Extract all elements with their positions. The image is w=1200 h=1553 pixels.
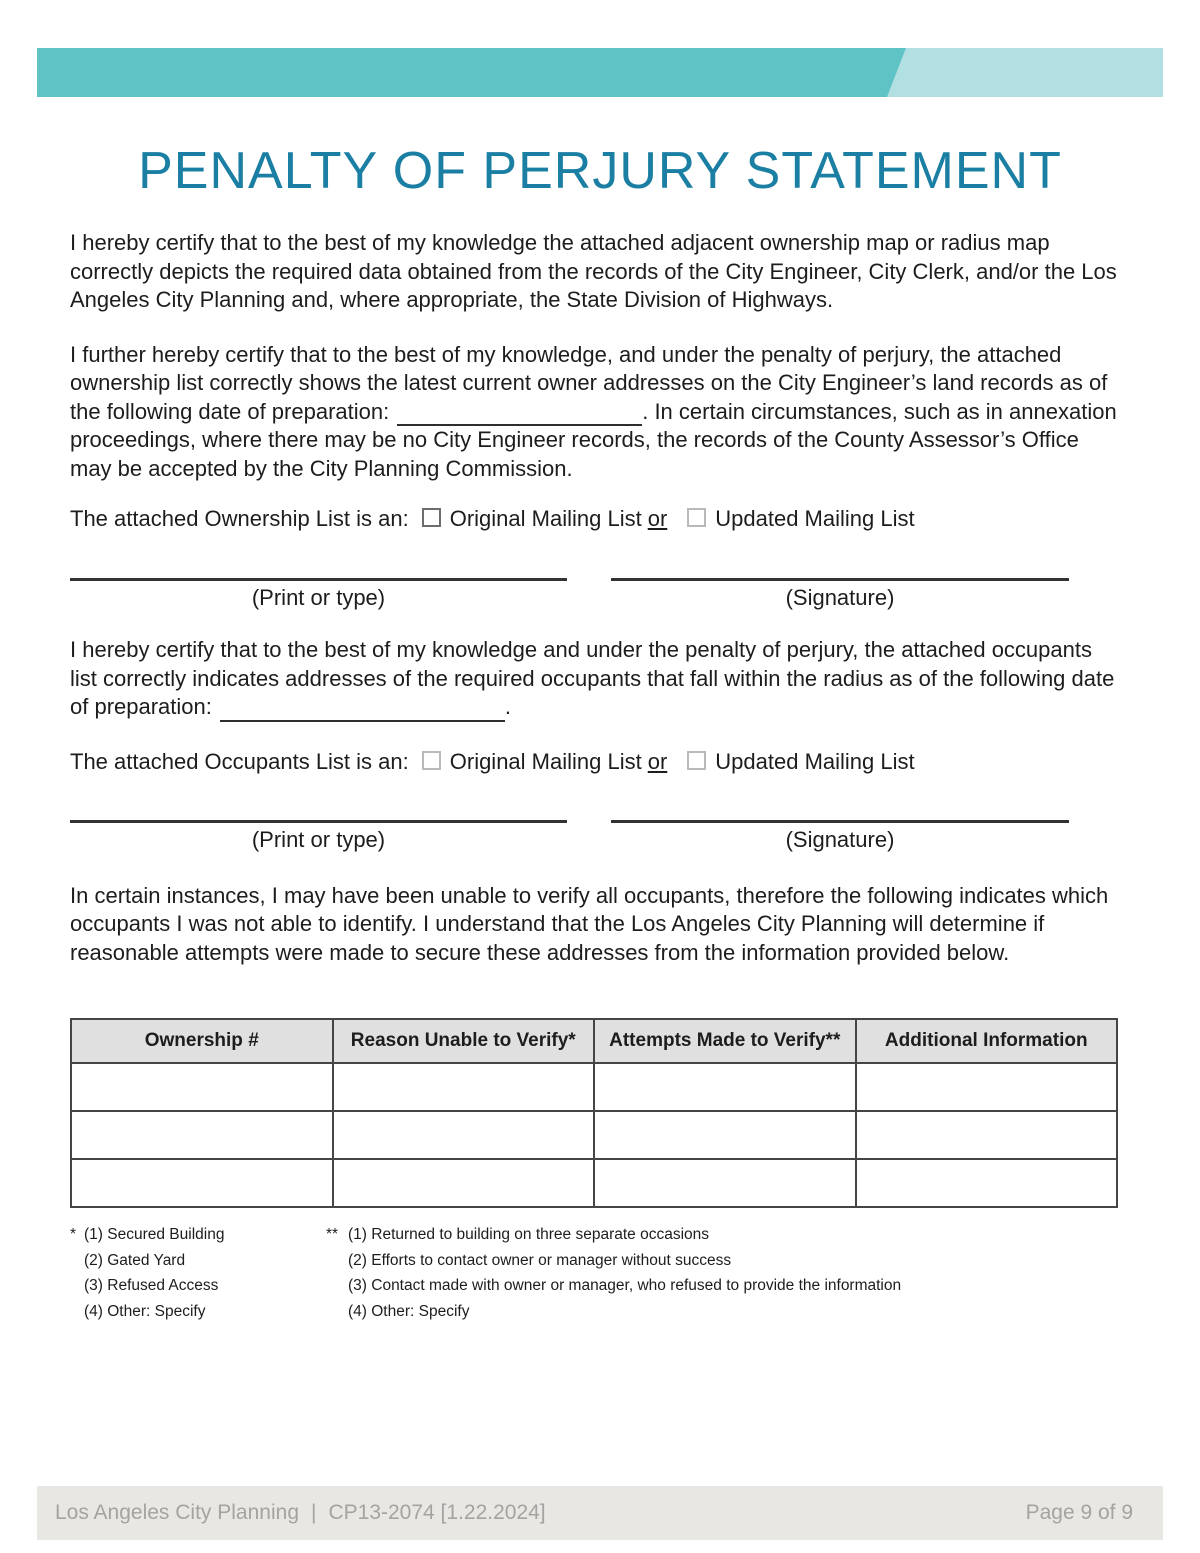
double-asterisk-marker: ** xyxy=(326,1226,339,1243)
footnote-text: (3) Contact made with owner or manager, who refused to provide the information xyxy=(348,1277,902,1294)
print-or-type-label: (Print or type) xyxy=(251,584,386,610)
table-cell[interactable] xyxy=(856,1159,1118,1207)
ownership-signature-line[interactable] xyxy=(611,578,1069,581)
ownership-original-label: Original Mailing List xyxy=(449,506,642,531)
certify-occupants-paragraph xyxy=(70,636,1118,722)
th-attempts-made-to-verify: Attempts Made to Verify** xyxy=(594,1019,856,1063)
table-cell[interactable] xyxy=(71,1063,333,1111)
table-row xyxy=(71,1111,1117,1159)
signature-label: (Signature) xyxy=(785,584,895,610)
signature-label: (Signature) xyxy=(785,827,895,852)
th-ownership-number: Ownership # xyxy=(71,1019,333,1063)
footnote-text: (1) Returned to building on three separate occasions xyxy=(348,1226,710,1243)
ownership-print-name-line[interactable] xyxy=(70,578,567,581)
table-cell[interactable] xyxy=(333,1063,595,1111)
footnote-item xyxy=(70,1248,326,1274)
table-cell[interactable] xyxy=(856,1063,1118,1111)
footnote-text: (4) Other: Specify xyxy=(348,1302,470,1320)
footer-document-id xyxy=(55,1499,546,1528)
print-or-type-label: (Print or type) xyxy=(251,827,386,852)
footnote-item xyxy=(70,1299,326,1325)
footnotes-reason-column xyxy=(70,1222,326,1324)
footnote-text: (2) Efforts to contact owner or manager without success xyxy=(348,1251,732,1269)
table-cell[interactable] xyxy=(333,1111,595,1159)
occupants-signature-line[interactable] xyxy=(611,820,1069,823)
footnote-item xyxy=(70,1222,326,1248)
ownership-or-text: or xyxy=(647,506,668,531)
page-number: Page 9 of 9 xyxy=(1025,1500,1133,1524)
footnote-item xyxy=(326,1248,1118,1274)
table-row xyxy=(71,1159,1117,1207)
table-cell[interactable] xyxy=(594,1111,856,1159)
certify-occupants-text-before: I hereby certify that to the best of my knowledge and under the penalty of perjury, the attached occupants list correctly indicates addresses of the required occupants that fall within the radius as of the following date of preparation: xyxy=(70,637,1115,719)
occupants-list-type-label: The attached Occupants List is an: xyxy=(70,748,409,774)
footnote-text: (1) Secured Building xyxy=(84,1226,225,1243)
footnotes-attempts-column xyxy=(326,1222,1118,1324)
verification-table xyxy=(70,1018,1118,1208)
asterisk-marker: * xyxy=(70,1226,77,1243)
certify-map-paragraph: I hereby certify that to the best of my knowledge the attached adjacent ownership map or radius map correctly depicts the required data obtained from the records of the City Engineer, City Clerk, and/or the Los Angeles City Planning and, where appropriate, the State Division of Highways. xyxy=(70,230,1117,312)
certify-ownership-text-before: I further hereby certify that to the best of my knowledge, and under the penalty of perjury, the attached ownership list correctly shows the latest current owner addresses on the City Engineer’s land records as of the following date of preparation: xyxy=(70,341,1108,424)
table-cell[interactable] xyxy=(594,1159,856,1207)
certify-ownership-paragraph xyxy=(70,341,1118,484)
footnote-item xyxy=(326,1299,1118,1325)
certify-occupants-text-after: . xyxy=(504,694,511,719)
page-footer xyxy=(37,1486,1163,1540)
occupants-or-text: or xyxy=(647,748,668,774)
occupants-list-type-line xyxy=(70,748,1118,777)
footer-agency: Los Angeles City Planning xyxy=(55,1500,299,1524)
footnote-text: (2) Gated Yard xyxy=(84,1251,186,1269)
footnote-item xyxy=(326,1222,1118,1248)
table-cell[interactable] xyxy=(333,1159,595,1207)
table-header-row xyxy=(71,1019,1117,1063)
footer-form-number: CP13-2074 [1.22.2024] xyxy=(328,1500,546,1524)
occupants-signature-row xyxy=(70,820,1118,855)
ownership-updated-checkbox[interactable] xyxy=(687,508,706,527)
ownership-list-type-line xyxy=(70,505,1118,534)
ownership-original-checkbox[interactable] xyxy=(422,508,441,527)
occupants-updated-checkbox[interactable] xyxy=(687,751,706,770)
table-cell[interactable] xyxy=(71,1159,333,1207)
table-cell[interactable] xyxy=(856,1111,1118,1159)
occupants-print-name-line[interactable] xyxy=(70,820,567,823)
footnotes xyxy=(70,1222,1118,1324)
table-row xyxy=(71,1063,1117,1111)
ownership-signature-row xyxy=(70,578,1118,613)
certify-ownership-text-after: . In certain circumstances, such as in annexation proceedings, where there may be no City Engineer records, the records of the County Assessor’s Office may be accepted by the City Planning Commission. xyxy=(70,398,1117,481)
ownership-list-type-label: The attached Ownership List is an: xyxy=(70,506,409,531)
occupants-original-checkbox[interactable] xyxy=(422,751,441,770)
footnote-item xyxy=(70,1273,326,1299)
footnote-item xyxy=(326,1273,1118,1299)
occupants-date-of-preparation-blank[interactable] xyxy=(220,700,505,722)
occupants-original-label: Original Mailing List xyxy=(449,748,642,774)
banner-accent-shape xyxy=(887,48,1163,97)
th-reason-unable-to-verify: Reason Unable to Verify* xyxy=(333,1019,595,1063)
unverified-occupants-paragraph: In certain instances, I may have been unable to verify all occupants, therefore the following indicates which occupants I was not able to identify. I understand that the Los Angeles City Planning will determine if reasonable attempts were made to secure these addresses from the information provided below. xyxy=(70,882,1109,965)
ownership-date-of-preparation-blank[interactable] xyxy=(397,404,642,426)
footnote-text: (3) Refused Access xyxy=(84,1277,219,1294)
footnote-text: (4) Other: Specify xyxy=(84,1302,206,1320)
header-banner xyxy=(37,48,1163,97)
table-cell[interactable] xyxy=(594,1063,856,1111)
occupants-updated-label: Updated Mailing List xyxy=(715,748,915,774)
th-additional-information: Additional Information xyxy=(856,1019,1118,1063)
document-content xyxy=(70,229,1118,1324)
ownership-updated-label: Updated Mailing List xyxy=(715,506,915,531)
footer-separator: | xyxy=(311,1500,317,1524)
table-cell[interactable] xyxy=(71,1111,333,1159)
page-title: PENALTY OF PERJURY STATEMENT xyxy=(138,142,1062,200)
